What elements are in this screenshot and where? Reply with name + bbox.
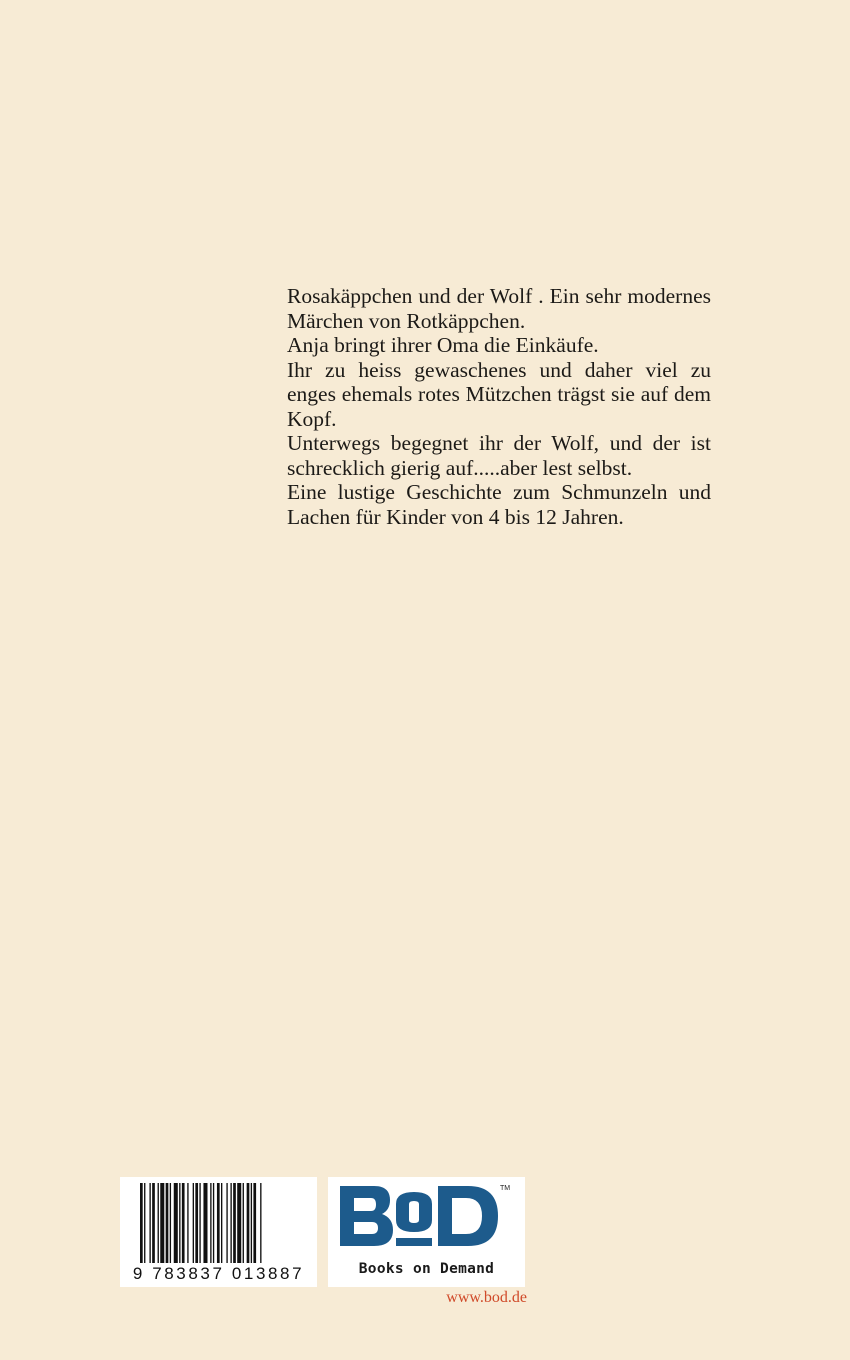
- barcode-bar: [149, 1183, 150, 1265]
- barcode-bar: [195, 1183, 198, 1265]
- logo-letter-o: [396, 1192, 432, 1232]
- bod-letter-shapes: [340, 1185, 510, 1246]
- barcode-bar: [182, 1183, 185, 1265]
- logo-trademark: TM: [500, 1185, 511, 1192]
- publisher-logo: [328, 1177, 525, 1287]
- barcode-bar: [174, 1183, 178, 1265]
- barcode-bar: [221, 1183, 222, 1265]
- barcode-bar: [226, 1183, 227, 1265]
- barcode-bar: [213, 1183, 214, 1265]
- barcode-bar: [199, 1183, 200, 1265]
- barcode-bar: [166, 1183, 169, 1265]
- isbn-barcode: [120, 1177, 317, 1287]
- barcode-bar: [203, 1183, 207, 1275]
- logo-underline-bar: [396, 1238, 432, 1246]
- barcode-bar: [140, 1183, 143, 1275]
- barcode-bar: [144, 1183, 145, 1275]
- logo-letter-b: [340, 1186, 393, 1246]
- barcode-bar: [210, 1183, 211, 1265]
- barcode-bar: [243, 1183, 244, 1265]
- barcode-bar: [253, 1183, 256, 1265]
- blurb-paragraph-2: Anja bringt ihrer Oma die Einkäufe.: [287, 333, 599, 357]
- barcode-bar: [247, 1183, 250, 1265]
- blurb-paragraph-1: Rosakäppchen und der Wolf . Ein sehr modernes Märchen von Rotkäppchen.: [287, 284, 711, 333]
- blurb-paragraph-5: Eine lustige Geschichte zum Schmunzeln und Lachen für Kinder von 4 bis 12 Jahren.: [287, 480, 711, 529]
- publisher-tagline: Books on Demand: [358, 1261, 495, 1277]
- barcode-bar: [160, 1183, 164, 1265]
- barcode-bar: [158, 1183, 159, 1265]
- barcode-bar: [152, 1183, 155, 1265]
- barcode-bar: [237, 1183, 241, 1265]
- isbn-number: 9 783837 013887: [120, 1263, 317, 1285]
- back-cover-blurb: [287, 284, 711, 529]
- barcode-bar: [230, 1183, 231, 1265]
- barcode-bar: [179, 1183, 180, 1265]
- blurb-paragraph-3: Ihr zu heiss gewaschenes und daher viel zu enges ehemals rotes Mützchen trägst sie auf dem Kopf.: [287, 357, 711, 431]
- logo-letter-d: [438, 1186, 498, 1246]
- blurb-paragraph-4: Unterwegs begegnet ihr der Wolf, und der ist schrecklich gierig auf.....aber lest selbst.: [287, 431, 711, 480]
- barcode-bar: [217, 1183, 220, 1265]
- barcode-bar: [251, 1183, 252, 1265]
- bod-logo-icon: [338, 1182, 513, 1252]
- barcode-bar: [193, 1183, 194, 1265]
- publisher-website: www.bod.de: [446, 1289, 527, 1306]
- barcode-bar: [170, 1183, 171, 1265]
- barcode-bar: [233, 1183, 236, 1265]
- barcode-bar: [187, 1183, 188, 1265]
- barcode-bar: [260, 1183, 261, 1275]
